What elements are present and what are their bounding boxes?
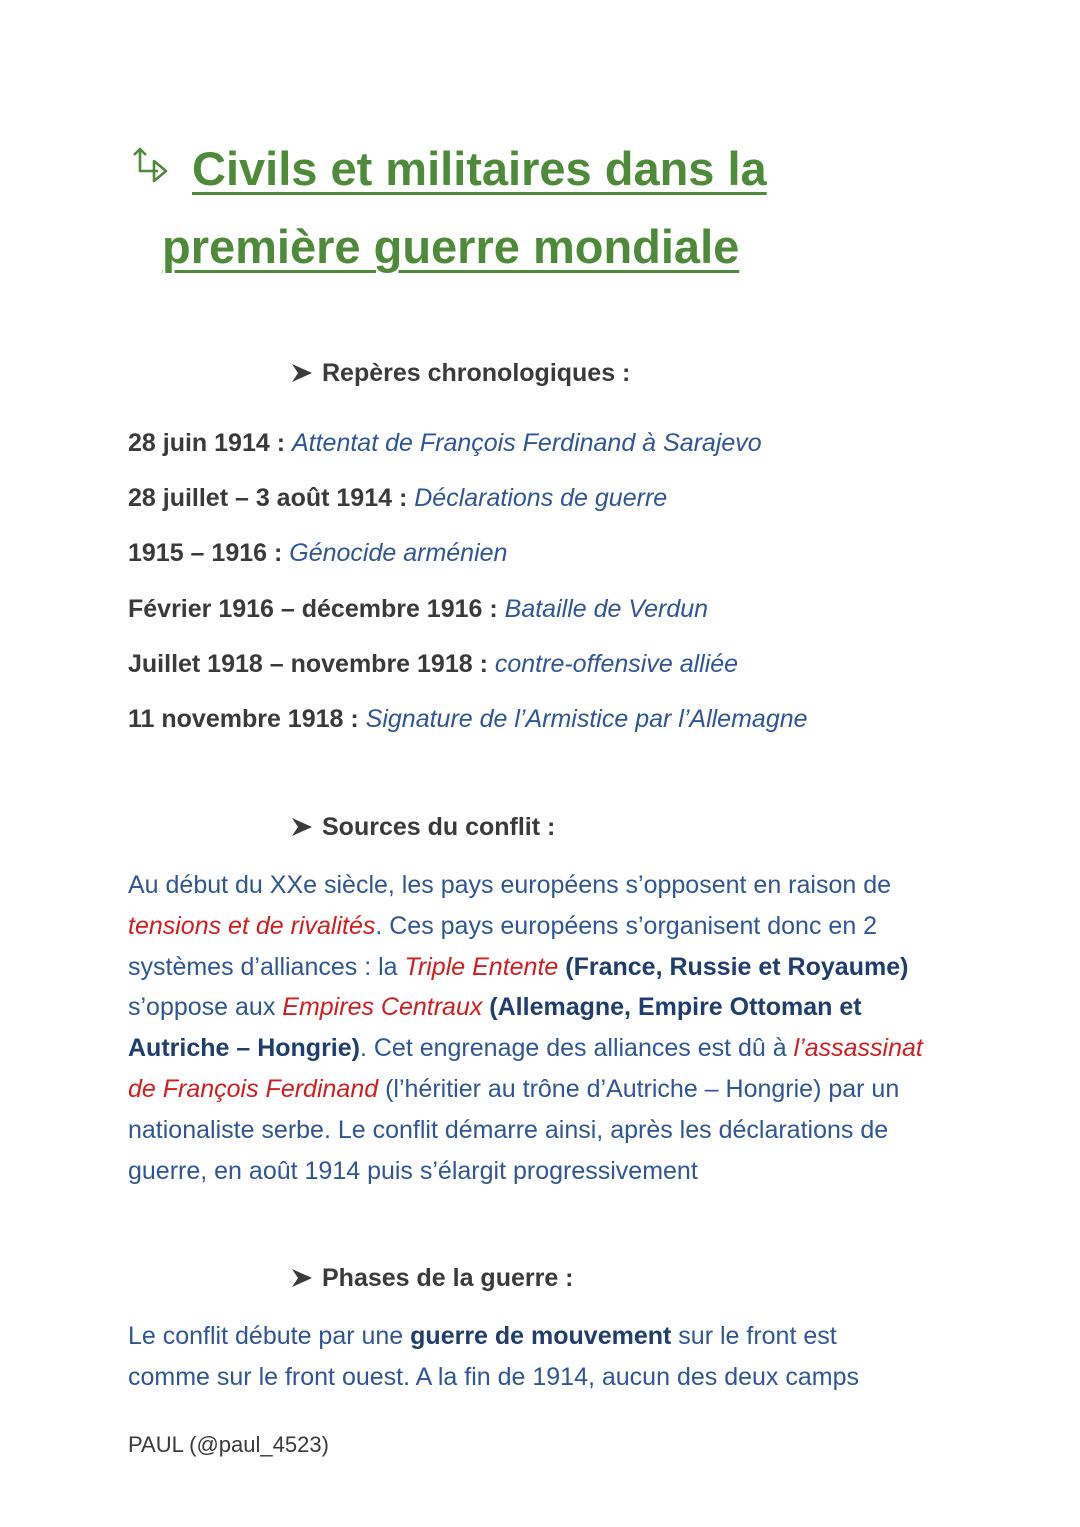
timeline-event: Déclarations de guerre [414, 484, 668, 513]
timeline-item [128, 421, 1028, 476]
timeline-event: Attentat de François Ferdinand à Sarajevo [291, 429, 762, 457]
timeline-date: 1915 – 1916 : [128, 539, 283, 568]
text-run: . Cet engrenage des alliances est dû à [359, 1034, 794, 1063]
arrowhead-bullet-icon [290, 1267, 314, 1289]
text-run: systèmes d’alliances : la [128, 952, 405, 981]
chronology-heading-text: Repères chronologiques : [322, 359, 631, 387]
sources-heading-text: Sources du conflit : [322, 813, 556, 841]
timeline-list [128, 421, 1028, 752]
text-run: (l’héritier au trône d’Autriche – Hongrie) par un [378, 1074, 900, 1103]
timeline-item [128, 587, 1028, 642]
text-run: guerre, en août 1914 puis s’élargit progressivement [128, 1156, 698, 1185]
timeline-item [128, 531, 1028, 586]
section-heading-chronology [290, 359, 630, 388]
timeline-item [128, 642, 1028, 697]
timeline-date: 28 juin 1914 : [128, 429, 286, 457]
phases-heading-text: Phases de la guerre : [322, 1264, 574, 1292]
timeline-item [128, 697, 1028, 752]
paragraph-line [128, 987, 958, 1028]
paragraph-line [128, 947, 958, 988]
paragraph-line [128, 1069, 958, 1110]
emphasis-bold: Autriche – Hongrie) [128, 1034, 360, 1063]
paragraph-line [128, 1028, 958, 1069]
paragraph-line [128, 1151, 958, 1192]
text-run: comme sur le front ouest. A la fin de 1914, aucun des deux camps [128, 1362, 859, 1391]
text-run: Le conflit débute par une [128, 1322, 411, 1350]
text-run: nationaliste serbe. Le conflit démarre ainsi, après les déclarations de [128, 1115, 889, 1144]
text-run: sur le front est [671, 1322, 837, 1350]
title-text-2: première guerre mondiale [162, 220, 740, 273]
title-line-1 [130, 130, 950, 208]
emphasis-bold: (France, Russie et Royaume) [558, 952, 909, 981]
timeline-date: Juillet 1918 – novembre 1918 : [128, 649, 488, 678]
emphasis-red: Triple Entente [404, 952, 559, 981]
curved-arrow-icon [130, 145, 174, 189]
phases-paragraph [128, 1316, 958, 1398]
page-title [130, 130, 950, 286]
sources-paragraph [128, 865, 958, 1191]
timeline-date: Février 1916 – décembre 1916 : [128, 594, 498, 623]
timeline-date: 11 novembre 1918 : [128, 704, 359, 733]
title-line-2 [130, 208, 950, 286]
timeline-event: Signature de l’Armistice par l’Allemagne [365, 704, 808, 733]
timeline-event: Génocide arménien [289, 539, 508, 568]
text-run: s’oppose aux [128, 993, 283, 1022]
timeline-event: contre-offensive alliée [494, 649, 739, 678]
timeline-date: 28 juillet – 3 août 1914 : [128, 484, 408, 513]
emphasis-red: Empires Centraux [282, 993, 483, 1022]
arrowhead-bullet-icon [290, 362, 314, 384]
timeline-event: Bataille de Verdun [504, 594, 709, 623]
text-run: . Ces pays européens s’organisent donc en 2 [375, 911, 878, 940]
emphasis-red: l’assassinat [793, 1034, 923, 1063]
emphasis-red: tensions et de rivalités [128, 911, 376, 940]
paragraph-line [128, 1110, 958, 1151]
paragraph-line [128, 906, 958, 947]
section-heading-sources [290, 813, 555, 842]
paragraph-line [128, 1357, 958, 1398]
text-run: Au début du XXe siècle, les pays européens s’opposent en raison de [128, 871, 892, 899]
title-text-1: Civils et militaires dans la [192, 142, 767, 195]
emphasis-bold: (Allemagne, Empire Ottoman et [482, 993, 862, 1022]
arrowhead-bullet-icon [290, 816, 314, 838]
author-credit: PAUL (@paul_4523) [128, 1432, 329, 1457]
paragraph-line [128, 865, 958, 906]
timeline-item [128, 476, 1028, 531]
emphasis-red: de François Ferdinand [128, 1074, 379, 1103]
section-heading-phases [290, 1264, 574, 1293]
emphasis-bold: guerre de mouvement [410, 1322, 672, 1350]
paragraph-line [128, 1316, 958, 1357]
